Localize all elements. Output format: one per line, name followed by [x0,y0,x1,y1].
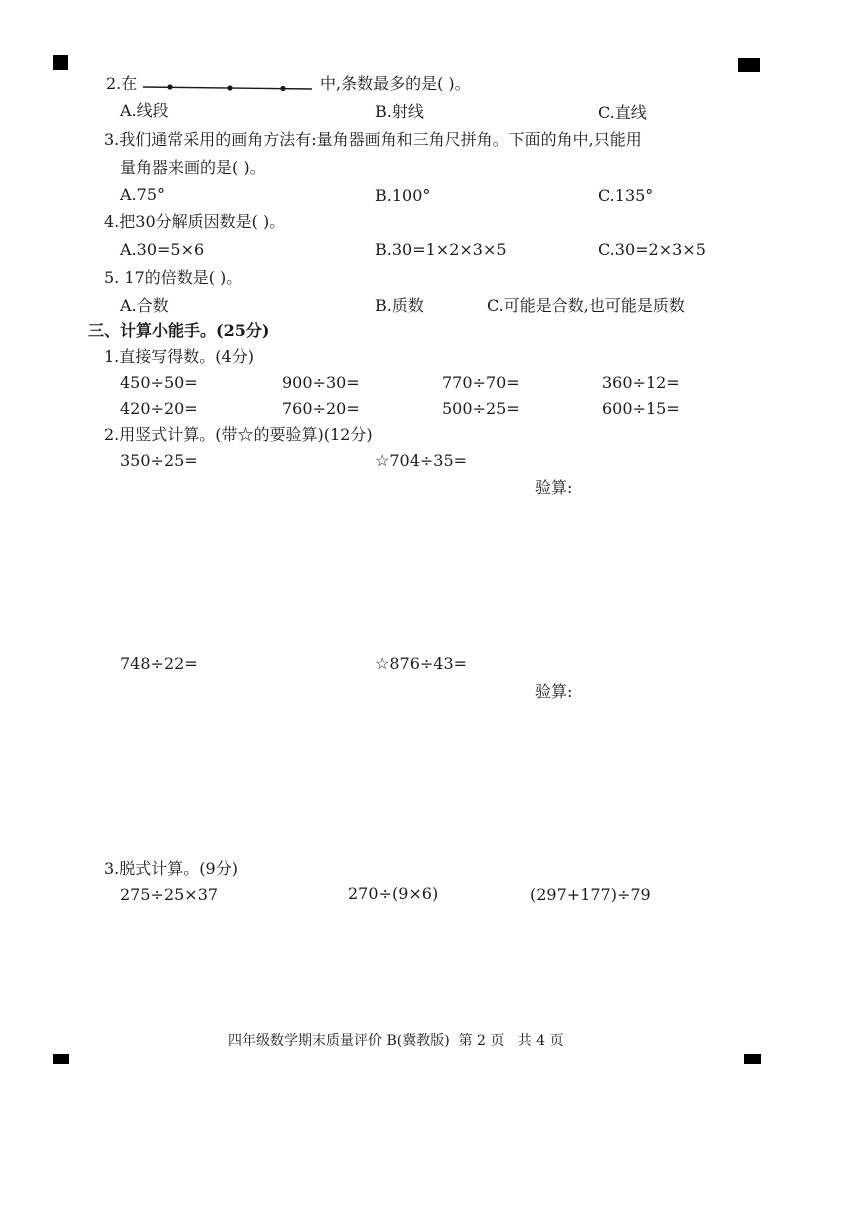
part3-title: 3.脱式计算。(9分) [104,859,238,878]
q5-option-a: A.合数 [120,296,169,315]
q5-option-b: B.质数 [375,296,424,315]
q3-option-b: B.100° [375,186,431,205]
vertical-calc-2: ☆704÷35= [375,451,468,470]
q3-option-c: C.135° [598,186,654,205]
q4-option-c: C.30=2×3×5 [598,240,706,259]
q4-text: 4.把30分解质因数是( )。 [104,212,286,231]
stepwise-calc-1: 275÷25×37 [120,885,219,904]
q3-line1: 3.我们通常采用的画角方法有:量角器画角和三角尺拼角。下面的角中,只能用 [104,130,642,149]
mental-calc-r1c1: 450÷50= [120,373,198,392]
stepwise-calc-2: 270÷(9×6) [348,884,439,903]
line-segments-figure [140,80,318,94]
q2-prefix: 2.在 [106,74,138,93]
section3-title: 三、计算小能手。(25分) [88,321,270,340]
q2-option-a: A.线段 [120,101,169,120]
check-label-2: 验算: [535,682,573,701]
part1-title: 1.直接写得数。(4分) [104,347,254,366]
q2-option-c: C.直线 [598,103,647,122]
mental-calc-r1c4: 360÷12= [602,373,680,392]
q5-option-c: C.可能是合数,也可能是质数 [487,296,685,315]
page-footer: 四年级数学期末质量评价 B(冀教版) 第 2 页 共 4 页 [228,1033,564,1049]
q3-option-a: A.75° [120,185,165,204]
registration-mark-bottom-right [744,1054,761,1064]
stepwise-calc-3: (297+177)÷79 [530,885,651,904]
mental-calc-r2c2: 760÷20= [282,399,360,418]
part2-title: 2.用竖式计算。(带☆的要验算)(12分) [104,425,373,444]
check-label-1: 验算: [535,478,573,497]
registration-mark-bottom-left [53,1054,69,1064]
q3-line2: 量角器来画的是( )。 [120,158,266,177]
vertical-calc-1: 350÷25= [120,451,198,470]
q2-suffix: 中,条数最多的是( )。 [320,74,471,93]
vertical-calc-4: ☆876÷43= [375,654,468,673]
mental-calc-r2c3: 500÷25= [442,399,520,418]
mental-calc-r2c1: 420÷20= [120,399,198,418]
q5-text: 5. 17的倍数是( )。 [104,268,243,287]
q4-option-b: B.30=1×2×3×5 [375,240,507,259]
registration-mark-top-right [738,58,760,72]
q4-option-a: A.30=5×6 [120,240,205,259]
mental-calc-r1c2: 900÷30= [282,373,360,392]
vertical-calc-3: 748÷22= [120,654,198,673]
registration-mark-top-left [53,55,68,70]
mental-calc-r1c3: 770÷70= [442,373,520,392]
mental-calc-r2c4: 600÷15= [602,399,680,418]
q2-option-b: B.射线 [375,102,424,121]
